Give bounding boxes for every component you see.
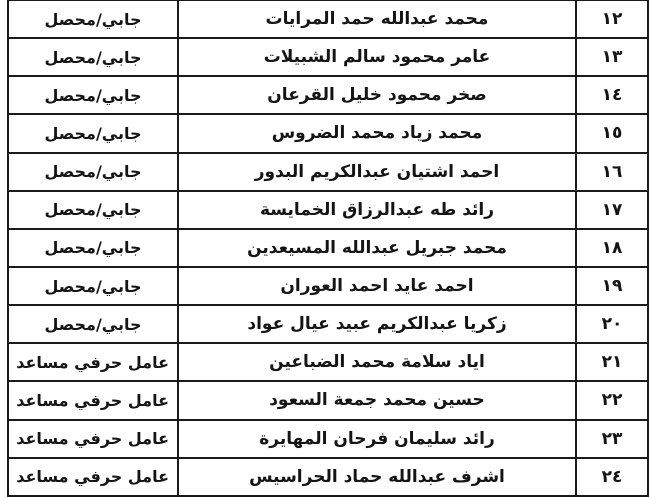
table-row <box>8 381 648 419</box>
row-number: ١٧ <box>576 191 648 229</box>
job-title: جابي/محصل <box>8 305 178 343</box>
employee-name: احمد اشتيان عبدالكريم البدور <box>178 153 576 191</box>
table-row <box>8 267 648 305</box>
table-row <box>8 229 648 267</box>
job-title: جابي/محصل <box>8 114 178 152</box>
table-row <box>8 1 648 39</box>
employee-name: رائد سليمان فرحان المهايرة <box>178 420 576 458</box>
table-row <box>8 305 648 343</box>
employee-name: زكريا عبدالكريم عبيد عيال عواد <box>178 305 576 343</box>
employee-name: محمد جبريل عبدالله المسيعدين <box>178 229 576 267</box>
job-title: عامل حرفي مساعد <box>8 420 178 458</box>
row-number: ٢٠ <box>576 305 648 343</box>
table-row <box>8 114 648 152</box>
job-title: جابي/محصل <box>8 153 178 191</box>
employee-name: عامر محمود سالم الشبيلات <box>178 38 576 76</box>
employee-name: رائد طه عبدالرزاق الخمايسة <box>178 191 576 229</box>
job-title: عامل حرفي مساعد <box>8 458 178 496</box>
employee-name: اياد سلامة محمد الضباعين <box>178 343 576 381</box>
job-title: جابي/محصل <box>8 191 178 229</box>
table-row <box>8 76 648 114</box>
job-title: جابي/محصل <box>8 76 178 114</box>
job-title: جابي/محصل <box>8 1 178 39</box>
row-number: ٢٢ <box>576 381 648 419</box>
employee-name: حسين محمد جمعة السعود <box>178 381 576 419</box>
employee-name: احمد عايد احمد العوران <box>178 267 576 305</box>
job-title: عامل حرفي مساعد <box>8 343 178 381</box>
employee-name: اشرف عبدالله حماد الحراسيس <box>178 458 576 496</box>
job-title: جابي/محصل <box>8 229 178 267</box>
row-number: ١٣ <box>576 38 648 76</box>
employee-table <box>7 0 649 497</box>
job-title: جابي/محصل <box>8 38 178 76</box>
row-number: ١٩ <box>576 267 648 305</box>
row-number: ١٦ <box>576 153 648 191</box>
row-number: ٢٣ <box>576 420 648 458</box>
employee-name: محمد زياد محمد الضروس <box>178 114 576 152</box>
table-row <box>8 153 648 191</box>
table-row <box>8 343 648 381</box>
employee-name: محمد عبدالله حمد المرايات <box>178 1 576 39</box>
row-number: ١٨ <box>576 229 648 267</box>
row-number: ١٤ <box>576 76 648 114</box>
row-number: ١٥ <box>576 114 648 152</box>
table-row <box>8 38 648 76</box>
row-number: ٢١ <box>576 343 648 381</box>
employee-name: صخر محمود خليل القرعان <box>178 76 576 114</box>
table-row <box>8 191 648 229</box>
job-title: جابي/محصل <box>8 267 178 305</box>
row-number: ٢٤ <box>576 458 648 496</box>
employee-table-body <box>8 1 648 497</box>
job-title: عامل حرفي مساعد <box>8 381 178 419</box>
table-row <box>8 420 648 458</box>
row-number: ١٢ <box>576 1 648 39</box>
table-row <box>8 458 648 496</box>
